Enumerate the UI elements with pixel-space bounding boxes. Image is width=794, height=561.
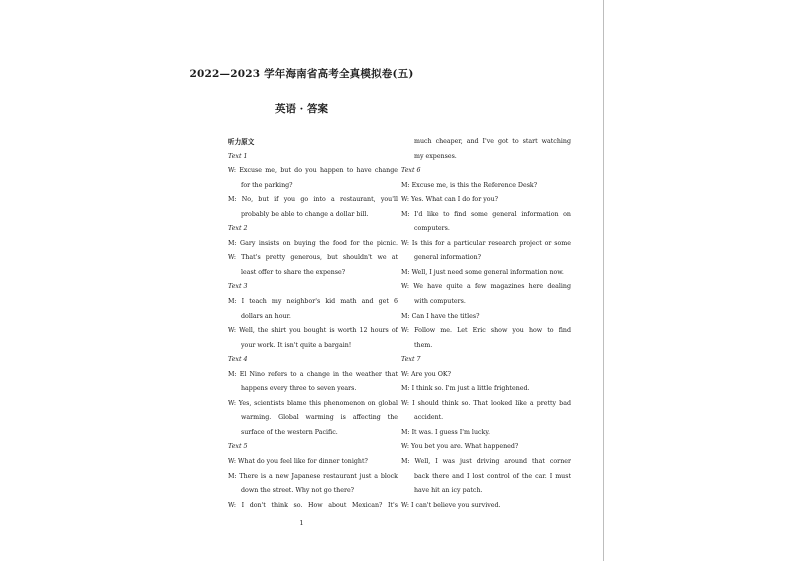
transcript-line: W: Excuse me, but do you happen to have change (228, 167, 398, 175)
transcript-line: M: Can I have the titles? (401, 312, 480, 320)
text-section-label: Text 1 (228, 152, 248, 160)
transcript-line: M: There is a new Japanese restaurant just a block (228, 472, 398, 480)
transcript-line: general information? (414, 254, 482, 262)
section-heading: 听力原文 (228, 138, 255, 146)
transcript-line: much cheaper, and I've got to start watching (414, 138, 571, 145)
page-title: 2022—2023 学年海南省高考全真模拟卷(五) (189, 68, 414, 80)
transcript-line: W: That's pretty generous, but shouldn't we at (228, 254, 398, 262)
transcript-line: W: Are you OK? (401, 370, 451, 378)
transcript-line: W: What do you feel like for dinner tonight? (228, 458, 368, 466)
text-section-label: Text 5 (228, 443, 248, 451)
page-number: 1 (299, 519, 304, 527)
transcript-line: down the street. Why not go there? (241, 487, 355, 495)
transcript-line: have hit an icy patch. (414, 487, 483, 495)
right-text-column (401, 135, 571, 513)
transcript-line: W: Follow me. Let Eric show you how to find (401, 327, 571, 335)
text-section-label: Text 3 (228, 283, 248, 291)
transcript-line: M: Well, I just need some general information now. (401, 268, 564, 276)
transcript-line: for the parking? (241, 181, 293, 189)
transcript-line: M: I think so. I'm just a little frightened. (401, 385, 530, 393)
transcript-line: computers. (414, 225, 450, 233)
transcript-line: them. (414, 341, 433, 349)
transcript-line: accident. (414, 414, 444, 422)
transcript-line: surface of the western Pacific. (241, 428, 338, 436)
transcript-line: M: Well, I was just driving around that corner (401, 458, 571, 466)
transcript-line: dollars an hour. (241, 312, 291, 320)
transcript-line: happens every three to seven years. (241, 385, 357, 393)
transcript-line: W: I can't believe you survived. (401, 501, 501, 509)
transcript-line: warming. Global warming is affecting the (241, 414, 398, 422)
transcript-line: M: It was. I guess I'm lucky. (401, 428, 491, 436)
page-subtitle: 英语 · 答案 (275, 103, 328, 115)
transcript-line: M: No, but if you go into a restaurant, you'll (228, 196, 398, 204)
transcript-line: W: You bet you are. What happened? (401, 443, 519, 451)
blank-margin-area (604, 0, 794, 561)
text-section-label: Text 2 (228, 225, 248, 233)
transcript-line: M: El Nino refers to a change in the weather that (228, 370, 398, 378)
transcript-line: probably be able to change a dollar bill. (241, 210, 369, 218)
transcript-line: W: Yes, scientists blame this phenomenon on global (228, 399, 398, 407)
transcript-line: W: Is this for a particular research project or some (401, 239, 571, 247)
left-text-column (228, 135, 398, 513)
text-section-label: Text 4 (228, 356, 248, 364)
transcript-line: M: Gary insists on buying the food for the picnic. (228, 239, 398, 247)
transcript-line: W: I don't think so. How about Mexican? It's (228, 501, 398, 509)
transcript-line: M: Excuse me, is this the Reference Desk? (401, 181, 538, 189)
transcript-line: with computers. (414, 298, 466, 306)
transcript-line: M: I'd like to find some general information on (401, 210, 571, 218)
text-section-label: Text 7 (401, 356, 421, 364)
text-section-label: Text 6 (401, 167, 421, 175)
transcript-line: your work. It isn't quite a bargain! (241, 341, 352, 349)
transcript-line: M: I teach my neighbor's kid math and get 6 (228, 298, 398, 306)
transcript-line: my expenses. (414, 152, 457, 160)
transcript-line: least offer to share the expense? (241, 268, 346, 276)
transcript-line: W: Well, the shirt you bought is worth 12 hours of (228, 327, 398, 335)
transcript-line: back there and I lost control of the car. I must (414, 472, 571, 480)
transcript-line: W: Yes. What can I do for you? (401, 196, 498, 204)
transcript-line: W: We have quite a few magazines here dealing (401, 283, 571, 291)
transcript-line: W: I should think so. That looked like a pretty bad (401, 399, 571, 407)
